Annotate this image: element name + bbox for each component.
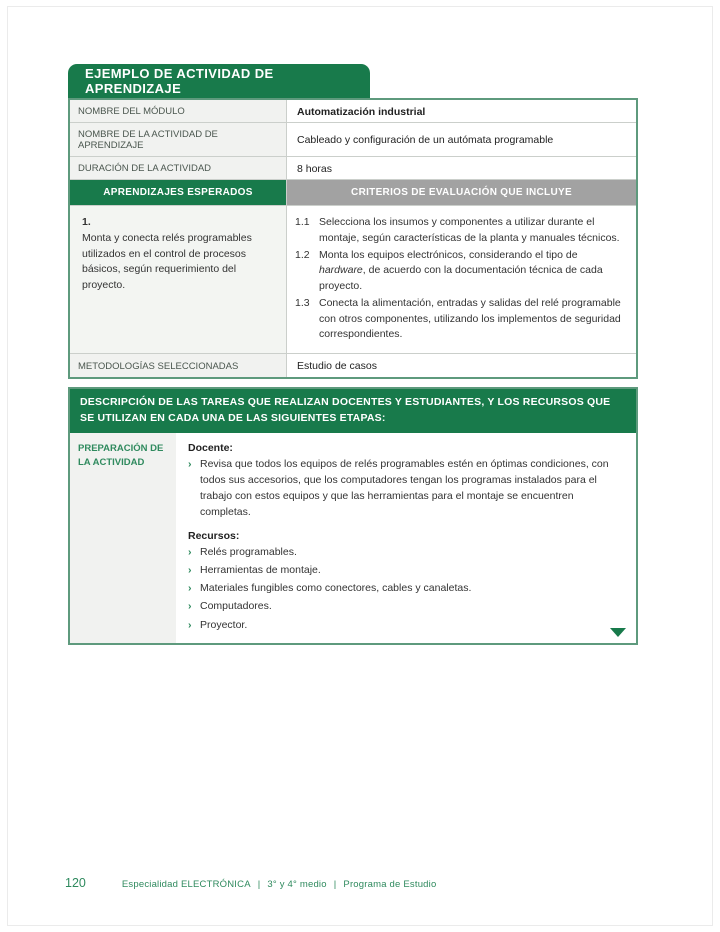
activity-info-table (68, 98, 638, 379)
criterion-number: 1.2 (295, 248, 310, 261)
criterion-text-part: , de acuerdo con la documentación técnica de cada proyecto. (319, 264, 603, 292)
preparation-content (176, 433, 636, 643)
evaluation-criteria-header: CRITERIOS DE EVALUACIÓN QUE INCLUYE (287, 180, 636, 205)
criterion-text (319, 248, 626, 295)
expected-learning-header: APRENDIZAJES ESPERADOS (70, 180, 287, 205)
module-value: Automatización industrial (287, 100, 636, 122)
recursos-heading: Recursos: (188, 529, 240, 542)
chevron-bullet-icon: › (188, 618, 192, 631)
module-label: NOMBRE DEL MÓDULO (70, 100, 287, 122)
criterion-item (295, 215, 626, 247)
chevron-bullet-icon: › (188, 545, 192, 558)
chevron-bullet-icon: › (188, 600, 192, 613)
criterion-item (295, 296, 626, 343)
learning-content-row (70, 206, 636, 354)
list-item (188, 598, 622, 614)
methodology-value: Estudio de casos (287, 354, 636, 377)
footer-text (122, 879, 437, 890)
table-row-activity-name (70, 123, 636, 157)
criterion-number: 1.3 (295, 296, 310, 309)
footer-specialty: Especialidad ELECTRÓNICA (121, 879, 251, 890)
chevron-bullet-icon: › (188, 563, 192, 576)
table-row-methodology (70, 354, 636, 377)
page-footer (65, 876, 436, 890)
chevron-bullet-icon: › (188, 582, 192, 595)
expected-learning-cell (70, 206, 287, 353)
footer-grade: 3° y 4° medio (267, 879, 327, 890)
activity-name-value: Cableado y configuración de un autómata programable (287, 123, 636, 156)
criterion-text-part: Conecta la alimentación, entradas y salidas del relé programable con otros componentes, utilizando los implementos de seguridad correspondientes. (319, 296, 621, 341)
criterion-text (319, 215, 626, 247)
evaluation-criteria-cell (287, 206, 636, 353)
activity-example-title-box (68, 64, 370, 98)
tasks-description-block (68, 387, 638, 645)
criterion-text-part: Selecciona los insumos y componentes a utilizar durante el montaje, según características de la planta y manuales técnicos. (319, 216, 620, 244)
continuation-arrow-icon (610, 628, 626, 637)
docente-heading: Docente: (188, 441, 233, 454)
page-number: 120 (65, 876, 86, 890)
methodology-label: METODOLOGÍAS SELECCIONADAS (70, 354, 287, 377)
expected-learning-number: 1. (82, 216, 91, 228)
table-row-duration (70, 157, 636, 180)
criterion-item (295, 248, 626, 295)
footer-separator: | (333, 879, 337, 890)
recurso-item-text: Relés programables. (200, 545, 297, 558)
list-item (188, 617, 622, 633)
activity-name-label: NOMBRE DE LA ACTIVIDAD DE APRENDIZAJE (70, 123, 287, 156)
list-item (188, 544, 622, 560)
recurso-item-text: Materiales fungibles como conectores, cables y canaletas. (200, 582, 472, 595)
page-title: EJEMPLO DE ACTIVIDAD DE APRENDIZAJE (85, 66, 274, 96)
list-item (188, 580, 622, 596)
docente-item-text: Revisa que todos los equipos de relés programables estén en óptimas condiciones, con todos sus accesorios, que los computadores tengan los programas instalados para el trabajo con estos equipos y que las herramientas para el montaje se encuentren completas. (200, 457, 609, 519)
preparation-section (70, 433, 636, 643)
chevron-bullet-icon: › (188, 457, 192, 470)
footer-program: Programa de Estudio (343, 879, 437, 890)
recurso-item-text: Herramientas de montaje. (200, 563, 321, 576)
duration-label: DURACIÓN DE LA ACTIVIDAD (70, 157, 287, 179)
recurso-item-text: Proyector. (200, 618, 248, 631)
recurso-item-text: Computadores. (200, 600, 272, 613)
footer-separator: | (257, 879, 261, 890)
duration-value: 8 horas (287, 157, 636, 179)
table-column-headers (70, 180, 636, 206)
list-item (188, 456, 622, 521)
preparation-label: PREPARACIÓN DE LA ACTIVIDAD (70, 433, 176, 643)
document-content (68, 64, 638, 645)
list-item (188, 562, 622, 578)
criterion-text-part: Monta los equipos electrónicos, considerando el tipo de (319, 248, 578, 261)
expected-learning-text: Monta y conecta relés programables utilizados en el control de procesos básicos, según requerimiento del proyecto. (82, 231, 252, 291)
table-row-module (70, 100, 636, 123)
tasks-description-banner: DESCRIPCIÓN DE LAS TAREAS QUE REALIZAN DOCENTES Y ESTUDIANTES, Y LOS RECURSOS QUE SE UTILIZAN EN CADA UNA DE LAS SIGUIENTES ETAPAS: (70, 389, 636, 433)
criterion-text (319, 296, 626, 343)
criterion-number: 1.1 (295, 216, 310, 228)
criterion-text-italic: hardware (319, 264, 363, 277)
